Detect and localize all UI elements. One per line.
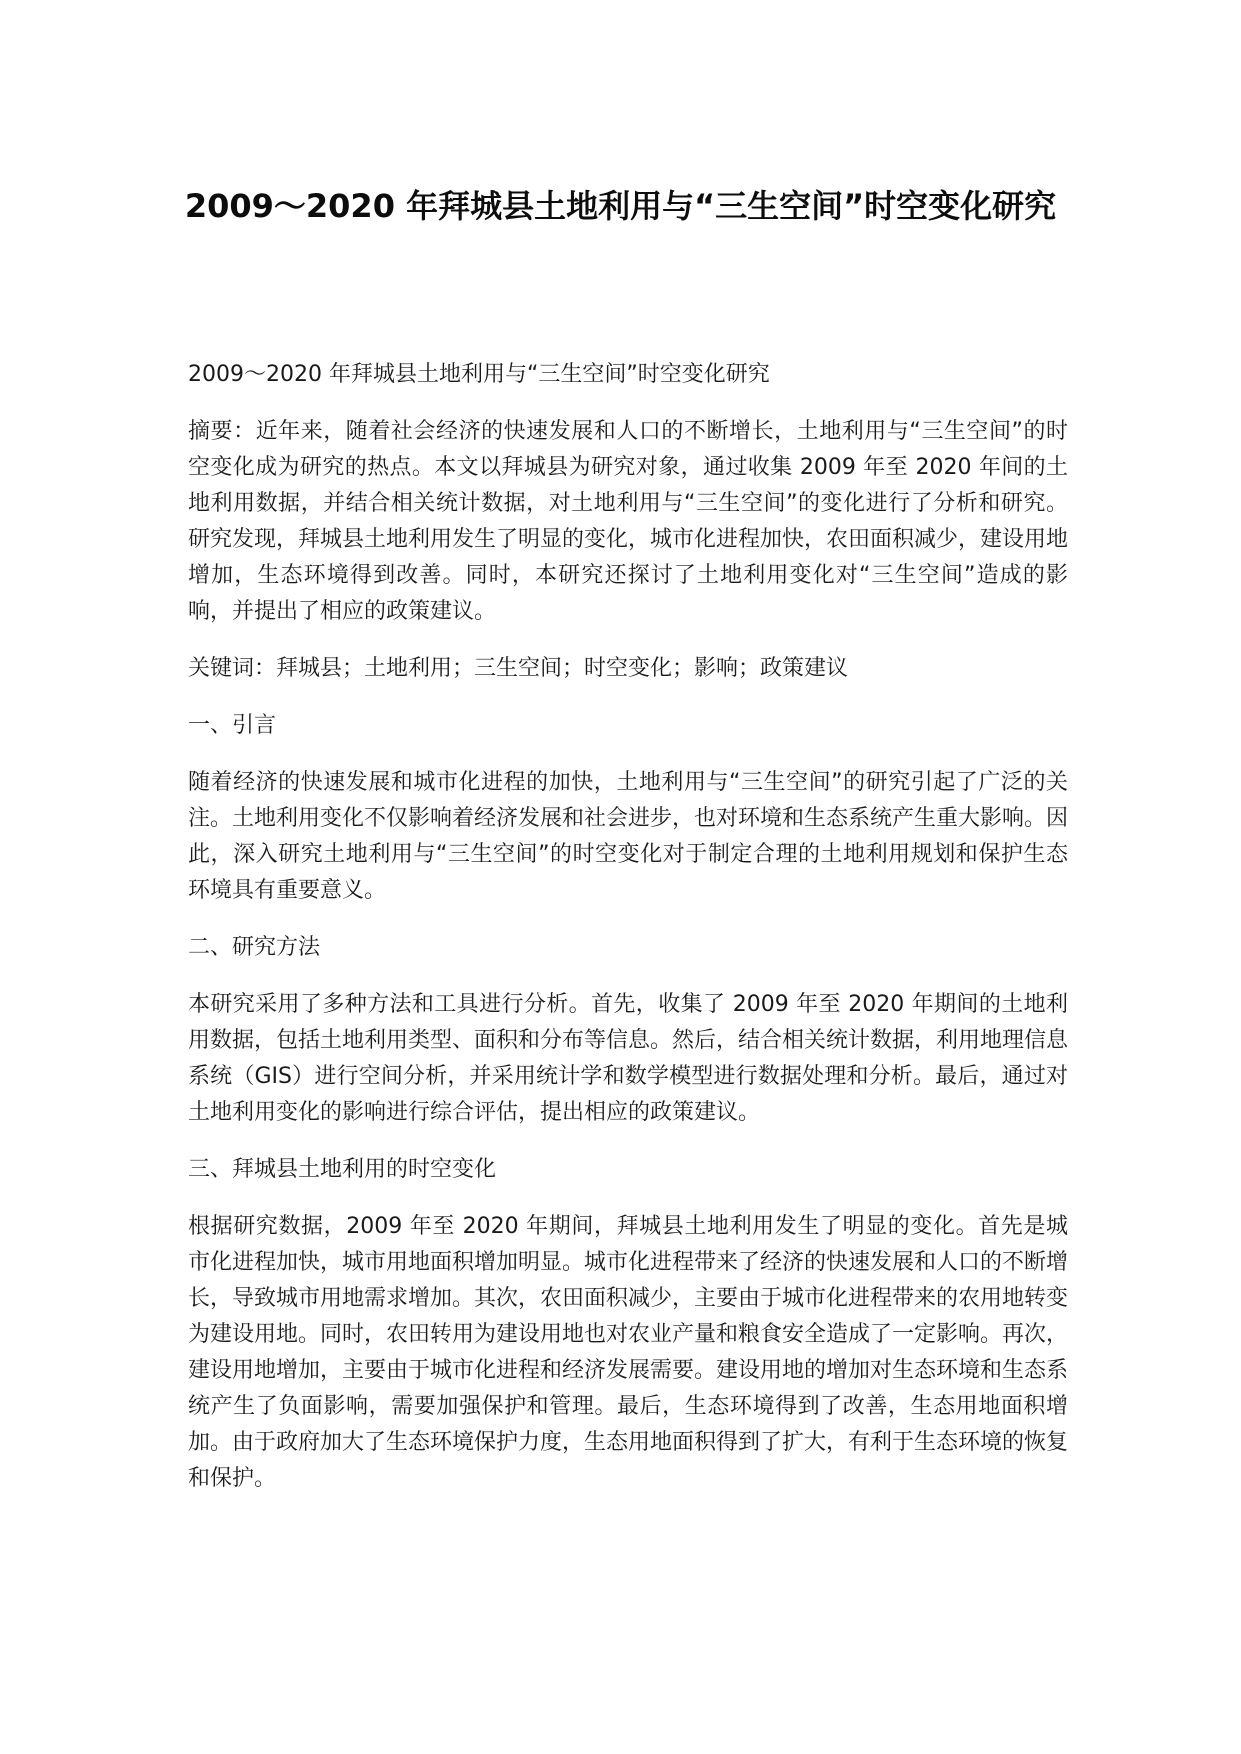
section-heading-land-use-change: 三、拜城县土地利用的时空变化 bbox=[188, 1157, 497, 1182]
keywords-paragraph: 关键词：拜城县；土地利用；三生空间；时空变化；影响；政策建议 bbox=[188, 656, 849, 681]
section-heading-introduction: 一、引言 bbox=[188, 713, 277, 738]
document-title: 2009～2020 年拜城县土地利用与“三生空间”时空变化研究 bbox=[184, 187, 1057, 225]
section-paragraph-land-use-change: 根据研究数据，2009 年至 2020 年期间，拜城县土地利用发生了明显的变化。首先是城市化进程加快，城市用地面积增加明显。城市化进程带来了经济的快速发展和人口的不断增长，导致城市用地需求增加。其次，农田面积减少，主要由于城市化进程带来的农用地转变为建设用地。同时，农田转用为建设用地也对农业产量和粮食安全造成了一定影响。再次，建设用地增加，主要由于城市化进程和经济发展需要。建设用地的增加对生态环境和生态系统产生了负面影响，需要加强保护和管理。最后，生态环境得到了改善，生态用地面积增加。由于政府加大了生态环境保护力度，生态用地面积得到了扩大，有利于生态环境的恢复和保护。 bbox=[188, 1214, 1069, 1491]
section-heading-methods: 二、研究方法 bbox=[188, 935, 321, 960]
abstract-paragraph: 摘要：近年来，随着社会经济的快速发展和人口的不断增长，土地利用与“三生空间”的时空变化成为研究的热点。本文以拜城县为研究对象，通过收集 2009 年至 2020 年间的土地利用数据，并结合相关统计数据，对土地利用与“三生空间”的变化进行了分析和研究。研究发现，拜城县土地利用发生了明显的变化，城市化进程加快，农田面积减少，建设用地增加，生态环境得到改善。同时，本研究还探讨了土地利用变化对“三生空间”造成的影响，并提出了相应的政策建议。 bbox=[188, 419, 1069, 624]
document-body bbox=[188, 357, 1068, 1518]
section-paragraph-introduction: 随着经济的快速发展和城市化进程的加快，土地利用与“三生空间”的研究引起了广泛的关注。土地利用变化不仅影响着经济发展和社会进步，也对环境和生态系统产生重大影响。因此，深入研究土地利用与“三生空间”的时空变化对于制定合理的土地利用规划和保护生态环境具有重要意义。 bbox=[188, 770, 1069, 903]
document-subtitle: 2009～2020 年拜城县土地利用与“三生空间”时空变化研究 bbox=[188, 362, 770, 387]
section-paragraph-methods: 本研究采用了多种方法和工具进行分析。首先，收集了 2009 年至 2020 年期间的土地利用数据，包括土地利用类型、面积和分布等信息。然后，结合相关统计数据，利用地理信息系统（GIS）进行空间分析，并采用统计学和数学模型进行数据处理和分析。最后，通过对土地利用变化的影响进行综合评估，提出相应的政策建议。 bbox=[188, 992, 1069, 1125]
